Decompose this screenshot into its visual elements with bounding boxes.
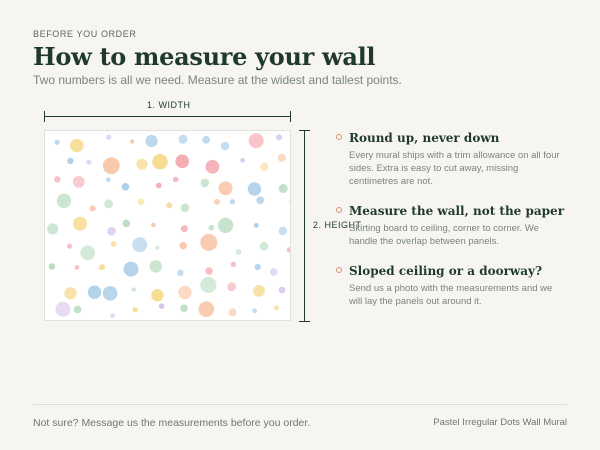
pattern-dot [73, 217, 87, 231]
width-label: 1. WIDTH [147, 100, 191, 110]
pattern-dot [49, 263, 56, 270]
footer-divider [33, 404, 567, 405]
pattern-dot [253, 285, 265, 297]
pattern-dot [279, 184, 288, 193]
pattern-dot [133, 307, 138, 312]
pattern-dot [124, 262, 139, 277]
height-dimension-cap-bottom [299, 321, 310, 322]
pattern-dot [138, 199, 145, 206]
pattern-dot [279, 227, 287, 235]
pattern-dot [200, 234, 217, 251]
pattern-dot [149, 260, 162, 273]
height-dimension-cap-top [299, 130, 310, 131]
pattern-dot [218, 218, 233, 233]
pattern-dot [55, 140, 60, 145]
footer-note: Not sure? Message us the measurements before you order. [33, 417, 311, 429]
pattern-dot [274, 305, 279, 310]
pattern-dot [155, 246, 159, 250]
pattern-dot [260, 163, 268, 171]
measuring-tips-list [336, 131, 566, 324]
pattern-dot [90, 205, 96, 211]
pattern-dot [54, 176, 60, 182]
pattern-dot [181, 204, 190, 213]
pattern-dot [227, 282, 236, 291]
pattern-dot [156, 183, 162, 189]
pattern-dot [110, 313, 115, 318]
pattern-dot [240, 158, 245, 163]
pattern-dot [73, 176, 85, 188]
pattern-dot [249, 133, 264, 148]
pattern-dot [55, 302, 70, 317]
tip-body: Skirting board to ceiling, corner to corner. We handle the overlap between panels. [349, 223, 539, 247]
pattern-dot [57, 194, 71, 208]
width-dimension-line [44, 116, 291, 117]
pattern-dot [180, 305, 188, 313]
pattern-dot [86, 160, 91, 165]
pattern-dot [279, 287, 286, 294]
pattern-dot [229, 308, 237, 316]
pattern-dot [254, 223, 259, 228]
pattern-dot [205, 267, 213, 275]
mural-preview-image [44, 130, 291, 321]
pattern-dot [219, 181, 233, 195]
pattern-dot [106, 177, 111, 182]
pattern-dot [145, 135, 157, 147]
pattern-dot [278, 154, 286, 162]
product-name: Pastel Irregular Dots Wall Mural [433, 417, 567, 428]
pattern-dot [103, 286, 118, 301]
pattern-dot [181, 225, 188, 232]
pattern-dot [67, 244, 72, 249]
pattern-dot [130, 139, 134, 143]
pattern-dot [270, 268, 278, 276]
pattern-dot [287, 247, 291, 252]
pattern-dot [202, 136, 210, 144]
pattern-dot [166, 202, 172, 208]
pattern-dot [132, 237, 147, 252]
pattern-dot [75, 265, 80, 270]
pattern-dot [255, 264, 261, 270]
bullet-circle-icon [336, 267, 342, 273]
height-label: 2. HEIGHT [313, 220, 362, 230]
pattern-dot [209, 225, 215, 231]
pattern-dot [230, 199, 235, 204]
pattern-dot [200, 277, 216, 293]
tip-body: Every mural ships with a trim allowance on all four sides. Extra is easy to cut away, missing centimetres are not. [349, 150, 560, 187]
tip-body: Send us a photo with the measurements and we will lay the panels out around it. [349, 283, 553, 307]
pattern-dot [236, 249, 242, 255]
pattern-dot [123, 220, 131, 228]
pattern-dot [260, 242, 269, 251]
bullet-circle-icon [336, 134, 342, 140]
pattern-dot [173, 177, 179, 183]
pattern-dot [256, 196, 264, 204]
pattern-dot [175, 155, 189, 169]
width-dimension-cap-left [44, 111, 45, 122]
pattern-dot [74, 306, 82, 314]
pattern-dot [70, 139, 83, 152]
pattern-dot [111, 241, 117, 247]
pattern-dot [231, 262, 236, 267]
pattern-dot [152, 154, 167, 169]
page-subtitle: Two numbers is all we need. Measure at the widest and tallest points. [33, 73, 402, 87]
pattern-dot [122, 183, 130, 191]
pattern-dot [103, 157, 120, 174]
tip-item [336, 131, 566, 188]
width-dimension-cap-right [290, 111, 291, 122]
pattern-dot [107, 227, 116, 236]
pattern-dot [47, 223, 58, 234]
pattern-dot [159, 303, 165, 309]
pattern-dot [248, 182, 261, 195]
pattern-dot [177, 270, 183, 276]
tip-heading: Sloped ceiling or a doorway? [349, 264, 543, 278]
pattern-dot [132, 287, 136, 291]
pastel-dots-pattern [45, 131, 291, 321]
pattern-dot [289, 199, 291, 204]
tip-heading: Measure the wall, not the paper [349, 204, 565, 218]
pattern-dot [178, 286, 191, 299]
pattern-dot [221, 142, 229, 150]
tip-heading: Round up, never down [349, 131, 500, 145]
eyebrow-label: BEFORE YOU ORDER [33, 29, 137, 39]
pattern-dot [67, 158, 73, 164]
pattern-dot [64, 287, 76, 299]
pattern-dot [214, 199, 220, 205]
pattern-dot [106, 135, 111, 140]
tip-item [336, 204, 566, 248]
pattern-dot [151, 223, 156, 228]
pattern-dot [88, 286, 101, 299]
pattern-dot [104, 199, 113, 208]
height-dimension-line [304, 130, 305, 321]
pattern-dot [201, 179, 210, 188]
pattern-dot [252, 308, 257, 313]
pattern-dot [180, 242, 187, 249]
bullet-circle-icon [336, 207, 342, 213]
pattern-dot [276, 134, 282, 140]
pattern-dot [199, 301, 215, 317]
pattern-dot [80, 246, 95, 261]
pattern-dot [151, 289, 163, 301]
pattern-dot [99, 264, 105, 270]
pattern-dot [179, 135, 188, 144]
pattern-dot [206, 160, 220, 174]
page-title: How to measure your wall [33, 42, 376, 71]
tip-item [336, 264, 566, 308]
pattern-dot [136, 159, 147, 170]
